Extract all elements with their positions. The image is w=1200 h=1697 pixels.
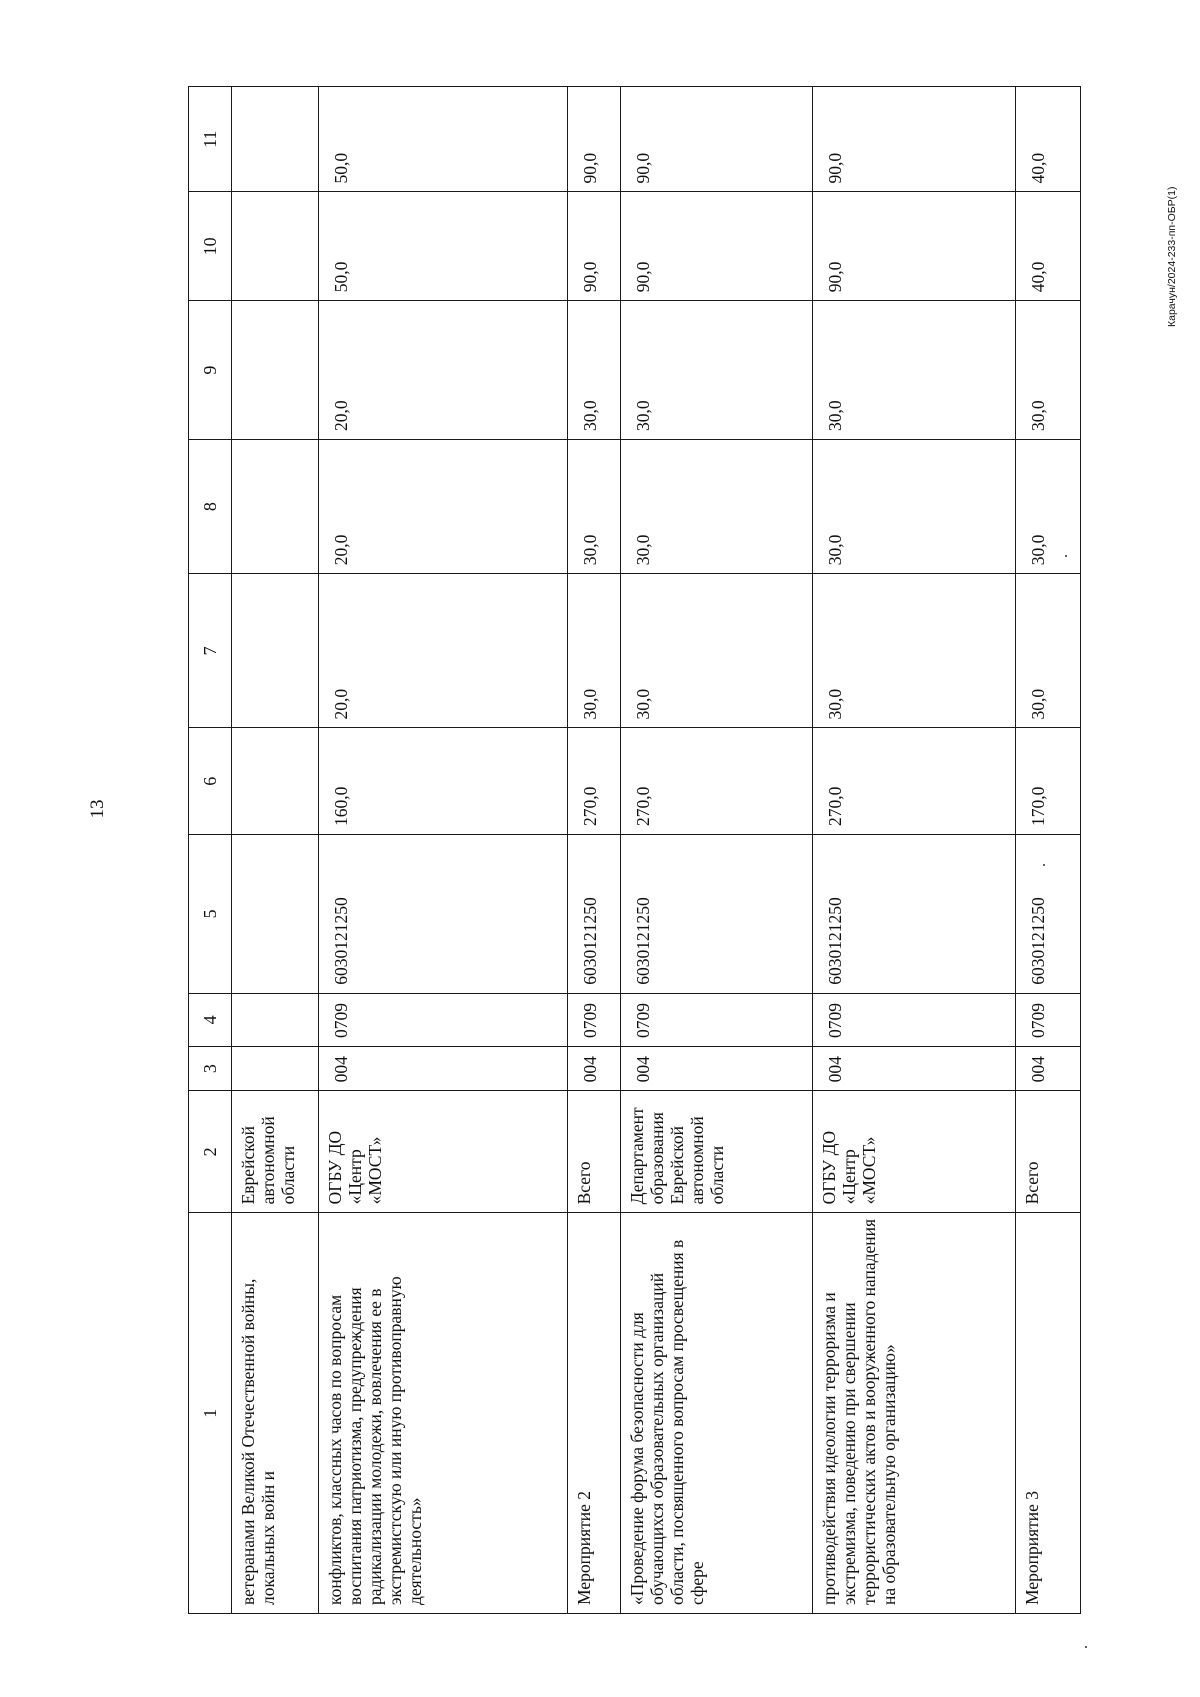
table-cell [232,993,319,1046]
table-cell: 30,0 [1015,574,1080,728]
table-cell: Всего [568,1091,620,1213]
table-cell: 30,0 [568,574,620,728]
table-cell: 90,0 [813,87,1015,193]
table-cell: Мероприятие 3 [1015,1213,1080,1614]
page-number: 13 [87,799,108,819]
column-header: 3 [189,1046,232,1090]
table-cell: 90,0 [568,192,620,301]
column-header: 11 [189,87,232,193]
document-id: Карачун/2024-233-пп-ОБР(1) [1166,186,1178,327]
table-cell [232,574,319,728]
table-cell: противодействия идеологии терроризма и экстремизма, поведению при свершении террористических актов и вооруженного нападения на образовательную организацию» [813,1213,1015,1614]
table-cell: 270,0 [813,728,1015,835]
header-row [189,87,232,1614]
table-cell: конфликтов, классных часов по вопросам воспитания патриотизма, предупреждения радикализации молодежи, вовлечения ее в экстремистскую или иную противоправную деятельность» [319,1213,568,1614]
table-cell: 20,0 [319,574,568,728]
table-cell: 90,0 [568,87,620,193]
table-cell: 30,0 [1015,301,1080,440]
table-cell: 0709 [1015,993,1080,1046]
table-cell: 004 [568,1046,620,1090]
table-cell [232,1046,319,1090]
table-cell: 40,0 [1015,87,1080,193]
table-cell: 0709 [620,993,813,1046]
table-cell: 40,0 [1015,192,1080,301]
table-cell: 30,0 [620,574,813,728]
column-header: 5 [189,835,232,994]
table-cell: 90,0 [813,192,1015,301]
table-cell: 30,0 [813,439,1015,573]
table-cell: 20,0 [319,301,568,440]
table-cell: 30,0 [813,301,1015,440]
table-cell [232,301,319,440]
table-cell: 30,0 [1015,439,1080,573]
table-row [232,87,319,1614]
funding-table-rotated [188,86,1081,1614]
table-row [319,87,568,1614]
table-cell: 6030121250 [319,835,568,994]
table-cell: 0709 [568,993,620,1046]
table-cell: «Проведение форума безопасности для обучающихся образовательных организаций области, посвященного вопросам просвещения в сфере [620,1213,813,1614]
table-cell: 6030121250 [1015,835,1080,994]
column-header: 1 [189,1213,232,1614]
column-header: 9 [189,301,232,440]
table-cell: Еврейской автономной области [232,1091,319,1213]
table-cell: 30,0 [813,574,1015,728]
table-cell: 170,0 [1015,728,1080,835]
table-cell: ветеранами Великой Отечественной войны, локальных войн и [232,1213,319,1614]
table-cell [232,87,319,193]
table-cell: Департамент образования Еврейской автономной области [620,1091,813,1213]
table-cell: 004 [813,1046,1015,1090]
column-header: 4 [189,993,232,1046]
table-cell: 50,0 [319,192,568,301]
table-cell: 0709 [319,993,568,1046]
table-cell: 160,0 [319,728,568,835]
table-cell: 004 [319,1046,568,1090]
table-cell: 270,0 [568,728,620,835]
table-cell: Мероприятие 2 [568,1213,620,1614]
table-cell: 50,0 [319,87,568,193]
table-row [620,87,813,1614]
table-cell [232,835,319,994]
table-cell: 0709 [813,993,1015,1046]
table-cell: 90,0 [620,87,813,193]
table-cell: ОГБУ ДО «Центр «МОСТ» [813,1091,1015,1213]
table-cell: 30,0 [568,301,620,440]
table-cell: 004 [1015,1046,1080,1090]
funding-table [188,86,1081,1614]
table-cell: 20,0 [319,439,568,573]
table-cell: 6030121250 [813,835,1015,994]
table-cell: 270,0 [620,728,813,835]
column-header: 2 [189,1091,232,1213]
table-cell: ОГБУ ДО «Центр «МОСТ» [319,1091,568,1213]
table-cell: 90,0 [620,192,813,301]
scan-speck [1085,1646,1087,1648]
table-cell: 30,0 [620,301,813,440]
table-cell: 6030121250 [620,835,813,994]
table-cell: 30,0 [620,439,813,573]
column-header: 6 [189,728,232,835]
column-header: 7 [189,574,232,728]
table-cell [232,439,319,573]
table-cell: 6030121250 [568,835,620,994]
table-row [1015,87,1080,1614]
table-cell [232,192,319,301]
table-row [568,87,620,1614]
column-header: 10 [189,192,232,301]
table-cell: Всего [1015,1091,1080,1213]
column-header: 8 [189,439,232,573]
table-row [813,87,1015,1614]
table-cell: 004 [620,1046,813,1090]
table-cell [232,728,319,835]
table-cell: 30,0 [568,439,620,573]
